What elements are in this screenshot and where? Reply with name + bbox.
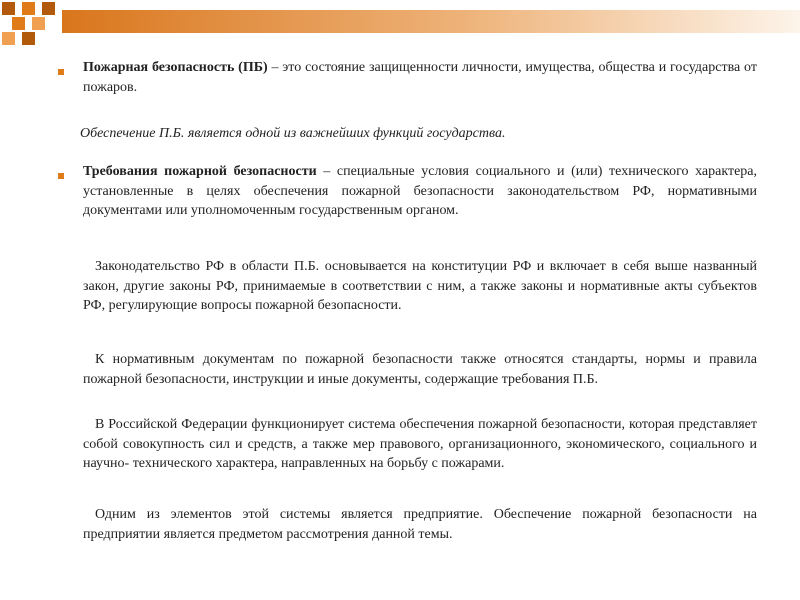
bullet-icon	[58, 69, 64, 75]
paragraph-enterprise: Одним из элементов этой системы является предприятие. Обеспечение пожарной безопасности на предприятии является предметом рассмотрения данной темы.	[83, 507, 757, 542]
paragraph-safety-system: В Российской Федерации функционирует система обеспечения пожарной безопасности, которая представляет собой совокупность сил и средств, а также мер правового, организационного, экономического, социального и научно- технического характера, направленных на борьбу с пожарами.	[83, 417, 757, 471]
term-fire-safety: Пожарная безопасность (ПБ)	[83, 60, 268, 75]
italic-statement: Обеспечение П.Б. является одной из важнейших функций государства.	[80, 126, 506, 141]
paragraph-normative-documents: К нормативным документам по пожарной безопасности также относятся стандарты, нормы и правила пожарной безопасности, инструкции и иные документы, содержащие требования П.Б.	[83, 352, 757, 387]
requirements-text: – специальные условия социального и (или) технического характера, установленные в целях обеспечения пожарной безопасности законодательством РФ, нормативными документами или уполномоченным государственным органом.	[83, 164, 758, 218]
paragraph-legislation: Законодательство РФ в области П.Б. основывается на конституции РФ и включает в себя выше названный закон, другие законы РФ, принимаемые в соответствии с ним, а также законы и нормативные акты субъектов РФ, регулирующие вопросы пожарной безопасности.	[83, 259, 757, 313]
term-requirements: Требования пожарной безопасности	[83, 164, 317, 179]
bullet-icon	[58, 173, 64, 179]
definition-text: – это состояние защищенности личности, имущества, общества и государства от пожаров.	[83, 60, 757, 95]
paragraph-fire-safety-definition	[83, 58, 757, 97]
paragraph-fire-safety-requirements	[83, 162, 757, 221]
